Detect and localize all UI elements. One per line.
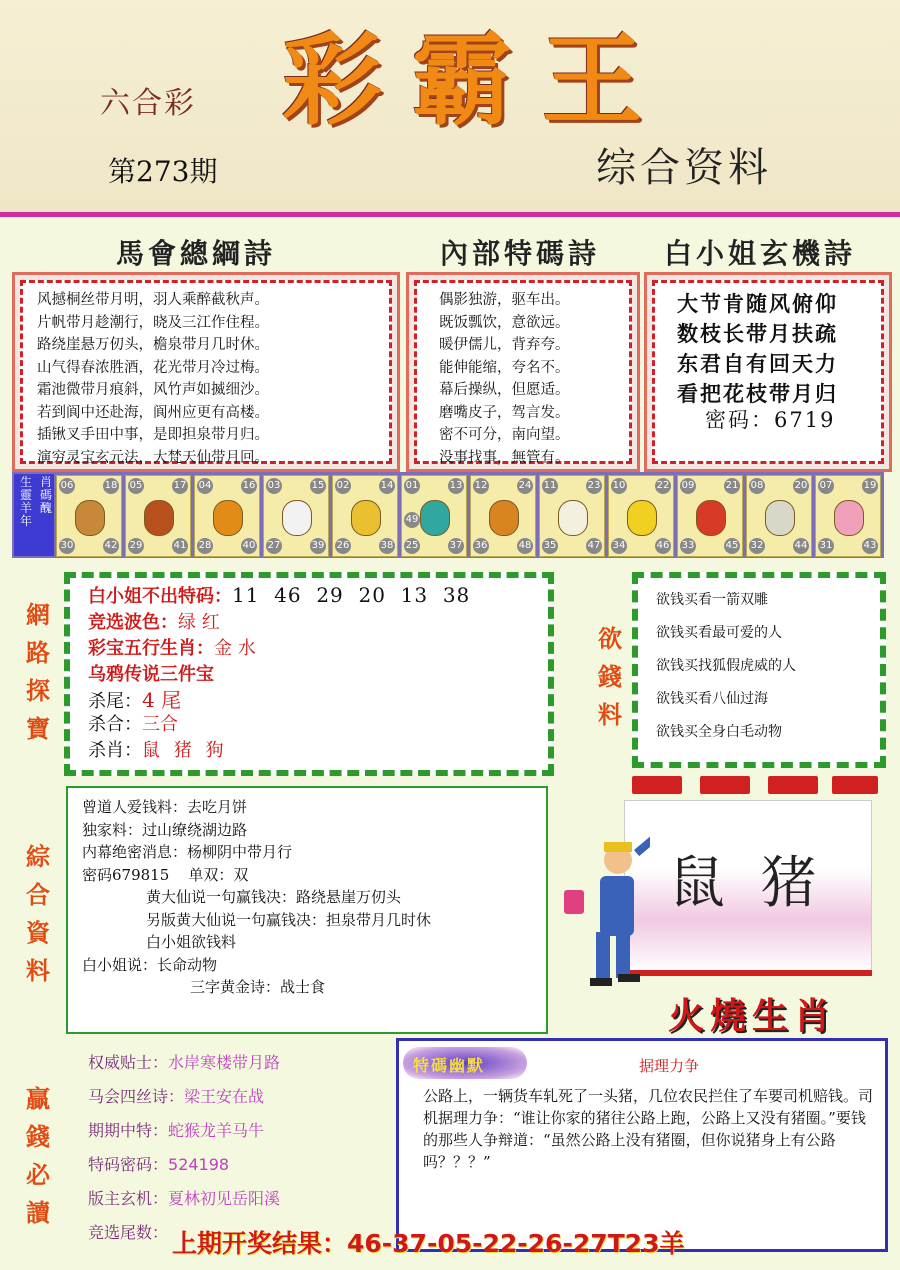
zodiac-number: 19	[862, 478, 878, 494]
fortune-tail-value: 4 尾	[142, 688, 182, 712]
inner-poem-box	[414, 280, 632, 464]
zodiac-animal-icon	[75, 500, 105, 536]
miss-poem-line: 大节肯随风俯仰	[677, 291, 838, 316]
zodiac-number: 41	[172, 538, 188, 554]
zodiac-label-char: 年	[19, 514, 32, 528]
zonghe-line: 另版黄大仙说一句赢钱决：担泉带月几时休	[146, 910, 432, 929]
zodiac-animal-icon	[213, 500, 243, 536]
miss-code: 密码：6719	[705, 408, 836, 432]
fortune-color-label: 竞选波色：	[88, 612, 178, 633]
zodiac-number: 23	[586, 478, 602, 494]
inner-poem-line: 既饭瓢饮，意欲远。	[439, 314, 570, 331]
money-box	[632, 572, 886, 768]
win-row	[88, 1046, 280, 1080]
zodiac-number: 07	[818, 478, 834, 494]
side-char: 必	[26, 1160, 50, 1189]
zodiac-cell	[815, 475, 881, 557]
horse-poem-line: 插锹叉手田中事，是即担泉带月归。	[37, 427, 269, 443]
win-row-label: 特码密码：	[88, 1155, 169, 1174]
logo-title: 彩霸王	[282, 21, 672, 139]
win-row-value: 水岸寒楼带月路	[168, 1053, 281, 1072]
zonghe-line: 三字黄金诗：战士食	[190, 978, 326, 996]
subtitle: 综合资料	[596, 145, 772, 191]
miss-poem-line: 数枝长带月扶疏	[677, 321, 838, 346]
side-char: 資	[26, 918, 50, 947]
inner-poem-line: 偶影独游，驱车出。	[439, 292, 570, 308]
side-char: 合	[26, 880, 50, 909]
horse-poem-title: 馬會總綱詩	[116, 237, 277, 270]
zodiac-label-char: 羊	[19, 501, 32, 515]
horse-poem-line: 霜池微带月痕斜，风竹声如揻细沙。	[37, 382, 269, 398]
win-row-label: 权威贴士：	[88, 1053, 169, 1072]
horse-poem-line: 山气得春浓胜酒，花光带月冷过梅。	[37, 359, 269, 376]
fortune-he-label: 杀合：	[88, 714, 142, 735]
header-divider	[0, 212, 900, 217]
painter-figure	[560, 820, 650, 990]
zodiac-label-char: 靈	[19, 488, 32, 502]
issue-number: 第273期	[108, 155, 218, 188]
zodiac-number: 42	[103, 538, 119, 554]
horse-poem-line: 片帆带月趁潮行，晓及三江作住程。	[37, 314, 269, 331]
zodiac-number: 01	[404, 478, 420, 494]
billboard-caption: 火燒生肖	[668, 995, 837, 1037]
zodiac-number: 47	[586, 538, 602, 554]
humor-badge: 特碼幽默	[413, 1056, 486, 1075]
zodiac-label	[14, 474, 54, 556]
zodiac-animal-icon	[489, 500, 519, 536]
miss-poem-title: 白小姐玄機詩	[664, 237, 857, 270]
zonghe-box	[66, 786, 548, 1034]
zodiac-label-char: 醜	[39, 501, 52, 515]
win-side-label	[20, 1080, 56, 1232]
side-char: 寶	[26, 714, 50, 743]
zodiac-number: 25	[404, 538, 420, 554]
win-row-label: 期期中特：	[88, 1121, 169, 1140]
zodiac-cell	[608, 475, 674, 557]
money-line: 欲钱买看八仙过海	[656, 691, 768, 707]
zodiac-cells	[56, 472, 884, 558]
zonghe-side-label	[20, 838, 56, 990]
fortune-exclude-label: 白小姐不出特码：	[88, 586, 232, 607]
inner-poem-line: 幕后操纵，但愿适。	[439, 382, 570, 398]
zodiac-label-char: 肖	[39, 475, 52, 489]
brand-name: 六合彩	[100, 86, 196, 121]
zodiac-number: 29	[128, 538, 144, 554]
humor-title: 据理力争	[639, 1057, 700, 1075]
side-char: 料	[598, 700, 622, 729]
horse-poem-line: 若到阆中还赴海，阆州应更有高楼。	[37, 404, 269, 421]
zodiac-animal-icon	[282, 500, 312, 536]
miss-poem-line: 东君自有回天力	[677, 351, 838, 376]
zodiac-cell	[56, 475, 122, 557]
zodiac-number: 15	[310, 478, 326, 494]
zodiac-number: 44	[793, 538, 809, 554]
zodiac-cell	[263, 475, 329, 557]
side-char: 錢	[598, 662, 622, 691]
win-row-value: 梁王安在战	[184, 1087, 265, 1106]
zodiac-cell	[194, 475, 260, 557]
win-row-value: 夏林初见岳阳溪	[168, 1189, 281, 1208]
billboard-base	[628, 970, 872, 976]
zodiac-number: 45	[724, 538, 740, 554]
zodiac-number: 03	[266, 478, 282, 494]
zodiac-number: 43	[862, 538, 878, 554]
zonghe-line: 内幕绝密消息：杨柳阴中带月行	[82, 843, 293, 861]
fortune-xiao-value: 鼠 猪 狗	[142, 740, 228, 761]
zodiac-number: 46	[655, 538, 671, 554]
side-char: 路	[26, 638, 50, 667]
win-row-value: 蛇猴龙羊马牛	[168, 1121, 265, 1140]
billboard	[624, 800, 872, 972]
miss-poem-box	[652, 280, 884, 464]
fortune-element-label: 彩宝五行生肖：	[88, 638, 214, 659]
zodiac-cell	[539, 475, 605, 557]
zodiac-number: 02	[335, 478, 351, 494]
side-char: 贏	[26, 1084, 50, 1113]
zonghe-line: 独家料：过山缭绕湖边路	[82, 820, 248, 839]
win-row-value: 524198	[168, 1155, 230, 1174]
zodiac-animal-icon	[627, 500, 657, 536]
zodiac-cell	[470, 475, 536, 557]
inner-poem-line: 密不可分，南向望。	[439, 427, 570, 443]
side-char: 綜	[26, 842, 50, 871]
side-char: 網	[26, 600, 50, 629]
zodiac-label-char: 碼	[39, 488, 52, 502]
win-row-label: 竞选尾数：	[88, 1223, 169, 1242]
zodiac-animal-icon	[420, 500, 450, 536]
zodiac-number: 18	[103, 478, 119, 494]
zodiac-number: 08	[749, 478, 765, 494]
money-line: 欲钱买找狐假虎威的人	[656, 658, 796, 674]
fortune-crow-label: 乌鸦传说三件宝	[88, 664, 214, 685]
zodiac-number: 12	[473, 478, 489, 494]
zodiac-number: 09	[680, 478, 696, 494]
billboard-lights	[632, 776, 882, 796]
zodiac-number: 33	[680, 538, 696, 554]
zodiac-animal-icon	[351, 500, 381, 536]
zodiac-number: 26	[335, 538, 351, 554]
side-char: 料	[26, 956, 50, 985]
zodiac-number: 10	[611, 478, 627, 494]
zodiac-number: 28	[197, 538, 213, 554]
zodiac-number: 39	[310, 538, 326, 554]
fortune-exclude-value: 11 46 29 20 13 38	[232, 583, 471, 607]
side-char: 錢	[26, 1122, 50, 1151]
last-result: 上期开奖结果：46-37-05-22-26-27T23羊	[172, 1229, 685, 1258]
zodiac-animal-icon	[144, 500, 174, 536]
inner-poem-line: 没事找事，無管有。	[439, 449, 570, 466]
side-char: 讀	[26, 1198, 50, 1227]
win-row	[88, 1114, 280, 1148]
win-rows	[88, 1046, 280, 1250]
zodiac-number: 35	[542, 538, 558, 554]
zodiac-number: 06	[59, 478, 75, 494]
fortune-xiao-label: 杀肖：	[88, 740, 142, 761]
zodiac-number: 48	[517, 538, 533, 554]
zonghe-line: 黄大仙说一句赢钱决：路绕悬崖万仞头	[146, 888, 402, 906]
side-char: 欲	[598, 624, 622, 653]
miss-poem-line: 看把花枝带月归	[677, 381, 838, 406]
zodiac-cell	[746, 475, 812, 557]
zodiac-number: 24	[517, 478, 533, 494]
zodiac-animal-icon	[765, 500, 795, 536]
inner-poem-title: 內部特碼詩	[440, 237, 601, 270]
fortune-side-label	[20, 596, 56, 748]
win-row-label: 马会四丝诗：	[88, 1087, 185, 1106]
zodiac-number: 34	[611, 538, 627, 554]
zodiac-number: 49	[404, 512, 420, 528]
zodiac-number: 36	[473, 538, 489, 554]
billboard-text: 鼠 猪	[669, 851, 817, 916]
zodiac-number: 20	[793, 478, 809, 494]
money-side-label	[592, 620, 628, 734]
zonghe-line: 密码679815 单双：双	[82, 865, 249, 884]
zodiac-number: 37	[448, 538, 464, 554]
zodiac-number: 14	[379, 478, 395, 494]
zodiac-animal-icon	[834, 500, 864, 536]
zodiac-number: 38	[379, 538, 395, 554]
inner-poem-line: 能伸能缩，夸名不。	[439, 359, 570, 376]
win-row-label: 版主玄机：	[88, 1189, 169, 1208]
money-line: 欲钱买看最可爱的人	[656, 625, 782, 641]
horse-poem-box	[20, 280, 392, 464]
zodiac-number: 31	[818, 538, 834, 554]
zodiac-number: 27	[266, 538, 282, 554]
zodiac-cell	[332, 475, 398, 557]
humor-box	[396, 1038, 888, 1252]
win-row	[88, 1182, 280, 1216]
horse-poem-line: 风撼桐丝带月明，羽人乘醉截秋声。	[37, 292, 269, 308]
money-line: 欲钱买全身白毛动物	[656, 724, 782, 740]
zodiac-label-char: 生	[19, 475, 32, 489]
money-line: 欲钱买看一箭双雕	[656, 592, 768, 608]
zonghe-line: 曾道人爱钱料：去吃月饼	[82, 798, 248, 816]
zodiac-cell	[401, 475, 467, 557]
fortune-element-value: 金 水	[214, 638, 256, 659]
inner-poem-line: 暖伊儒儿，背弃夸。	[439, 337, 570, 353]
zodiac-number: 40	[241, 538, 257, 554]
zodiac-number: 05	[128, 478, 144, 494]
zodiac-number: 30	[59, 538, 75, 554]
zodiac-number: 04	[197, 478, 213, 494]
fortune-he-value: 三合	[142, 714, 178, 735]
zonghe-line: 白小姐说：长命动物	[82, 955, 218, 974]
zodiac-number: 16	[241, 478, 257, 494]
horse-poem-line: 路绕崖悬万仞头，檐泉带月几时休。	[37, 337, 269, 353]
zodiac-animal-icon	[696, 500, 726, 536]
side-char: 探	[26, 676, 50, 705]
zodiac-number: 22	[655, 478, 671, 494]
horse-poem-line: 演穷灵宝玄元法，大梵天仙带月回。	[37, 449, 269, 466]
zodiac-cell	[677, 475, 743, 557]
zodiac-cell	[125, 475, 191, 557]
zodiac-number: 17	[172, 478, 188, 494]
fortune-box	[64, 572, 554, 776]
zodiac-number: 13	[448, 478, 464, 494]
inner-poem-line: 磨嘴皮子，驾言发。	[439, 404, 570, 421]
zonghe-line: 白小姐欲钱料	[146, 933, 237, 951]
fortune-color-value: 绿 红	[178, 612, 220, 633]
zodiac-number: 21	[724, 478, 740, 494]
zodiac-number: 11	[542, 478, 558, 494]
win-row	[88, 1148, 280, 1182]
zodiac-animal-icon	[558, 500, 588, 536]
zodiac-number: 32	[749, 538, 765, 554]
humor-body: 公路上，一辆货车轧死了一头猪，几位农民拦住了车要司机赔钱。司机据理力争：“谁让你家的猪往公路上跑，公路上又没有猪圈。”要钱的那些人争辩道：“虽然公路上没有猪圈，但你说猪身上有公路吗？？？”	[423, 1087, 874, 1171]
fortune-tail-label: 杀尾：	[88, 691, 142, 712]
win-row	[88, 1080, 280, 1114]
